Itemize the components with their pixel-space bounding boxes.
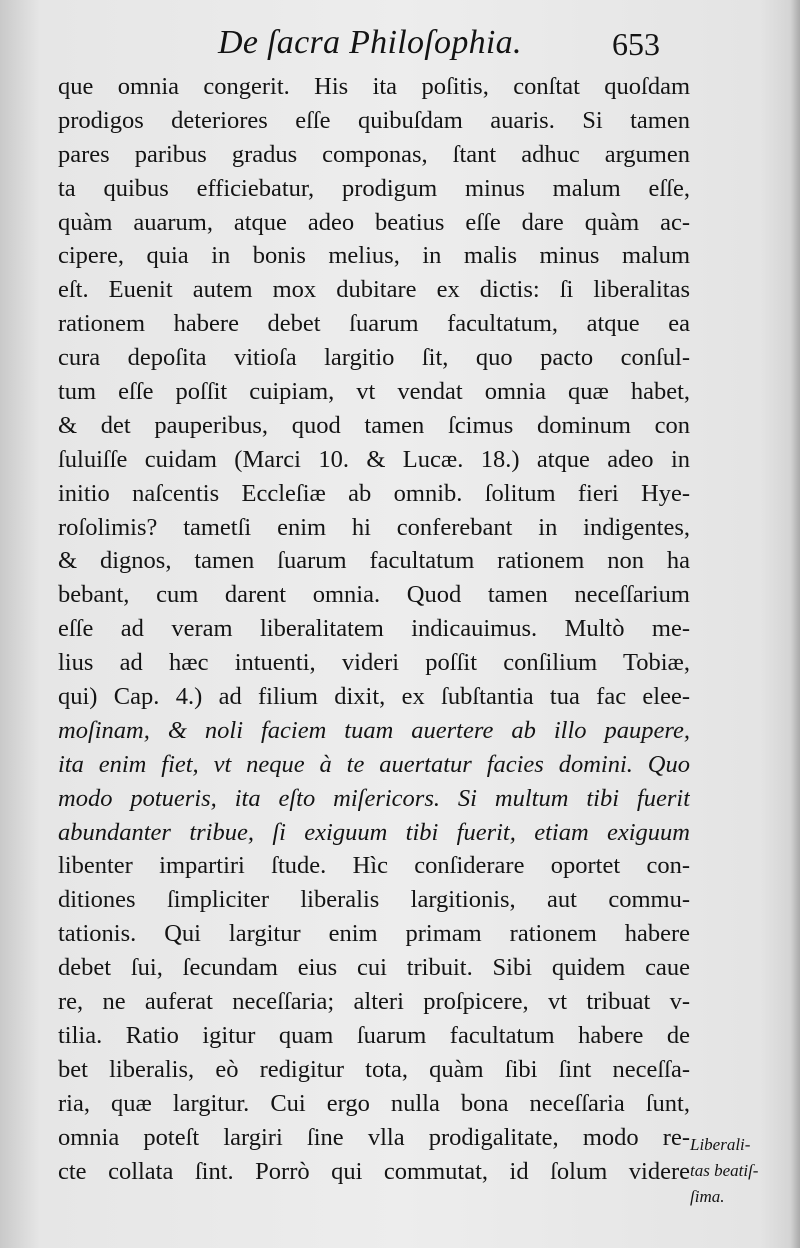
marginal-note-line: ſima. [690, 1187, 725, 1206]
text-line: prodigos deteriores eſſe quibuſdam auaris. Si tamen [58, 106, 690, 134]
text-line: moſinam, & noli faciem tuam auertere ab illo paupere, [58, 716, 690, 744]
page-edge-shadow [790, 0, 800, 1248]
text-line: & det pauperibus, quod tamen ſcimus dominum con [58, 411, 690, 439]
text-line: ita enim fiet, vt neque à te auertatur facies domini. Quo [58, 750, 690, 778]
text-line: re, ne auferat neceſſaria; alteri proſpicere, vt tribuat v- [58, 988, 690, 1016]
marginal-note-line: tas beatiſ- [690, 1161, 759, 1180]
text-line: debet ſui, ſecundam eius cui tribuit. Sibi quidem caue [58, 954, 690, 982]
text-line: abundanter tribue, ſi exiguum tibi fuerit, etiam exiguum [58, 818, 690, 846]
text-line: tilia. Ratio igitur quam ſuarum facultatum habere de [58, 1021, 690, 1049]
text-line: eſt. Euenit autem mox dubitare ex dictis: ſi liberalitas [58, 276, 690, 304]
text-line: roſolimis? tametſi enim hi conferebant in indigentes, [58, 513, 690, 541]
running-head [0, 18, 800, 68]
text-line: eſſe ad veram liberalitatem indicauimus. Multò me- [58, 615, 690, 643]
text-line: que omnia congerit. His ita poſitis, conſtat quoſdam [58, 73, 690, 100]
marginal-note [690, 1132, 790, 1210]
text-line: cura depoſita vitioſa largitio ſit, quo pacto conſul- [58, 344, 690, 372]
text-line: ria, quæ largitur. Cui ergo nulla bona neceſſaria ſunt, [58, 1089, 690, 1117]
text-line: qui) Cap. 4.) ad filium dixit, ex ſubſtantia tua fac elee- [58, 683, 690, 711]
text-line: pares paribus gradus componas, ſtant adhuc argumen [58, 140, 690, 168]
running-title: De ſacra Philoſophia. [218, 24, 522, 61]
text-line: quàm auarum, atque adeo beatius eſſe dare quàm ac- [58, 208, 690, 236]
text-line: bebant, cum darent omnia. Quod tamen neceſſarium [58, 581, 690, 609]
text-line: rationem habere debet ſuarum facultatum, atque ea [58, 310, 690, 338]
text-line: ditiones ſimpliciter liberalis largitionis, aut commu- [58, 886, 690, 914]
text-line: modo potueris, ita eſto miſericors. Si multum tibi fuerit [58, 784, 690, 812]
text-line: omnia poteſt largiri ſine vlla prodigalitate, modo re- [58, 1123, 690, 1151]
text-line: tationis. Qui largitur enim primam rationem habere [58, 920, 690, 948]
marginal-note-line: Liberali- [690, 1135, 751, 1154]
text-line: ta quibus efficiebatur, prodigum minus malum eſſe, [58, 174, 690, 202]
text-line: tum eſſe poſſit cuipiam, vt vendat omnia quæ habet, [58, 378, 690, 406]
text-line: bet liberalis, eò redigitur tota, quàm ſibi ſint neceſſa- [58, 1055, 690, 1083]
text-line: ſuluiſſe cuidam (Marci 10. & Lucæ. 18.) atque adeo in [58, 445, 690, 473]
page-number: 653 [612, 26, 660, 62]
text-line: initio naſcentis Eccleſiæ ab omnib. ſolitum fieri Hye- [58, 479, 690, 507]
text-line: cipere, quia in bonis melius, in malis minus malum [58, 242, 690, 270]
text-line: & dignos, tamen ſuarum facultatum rationem non ha [58, 547, 690, 575]
text-line: libenter impartiri ſtude. Hìc conſiderare oportet con- [58, 852, 690, 880]
text-line: lius ad hæc intuenti, videri poſſit conſilium Tobiæ, [58, 649, 690, 677]
text-line: cte collata ſint. Porrò qui commutat, id ſolum videre [58, 1157, 690, 1185]
body-text [58, 70, 690, 1188]
